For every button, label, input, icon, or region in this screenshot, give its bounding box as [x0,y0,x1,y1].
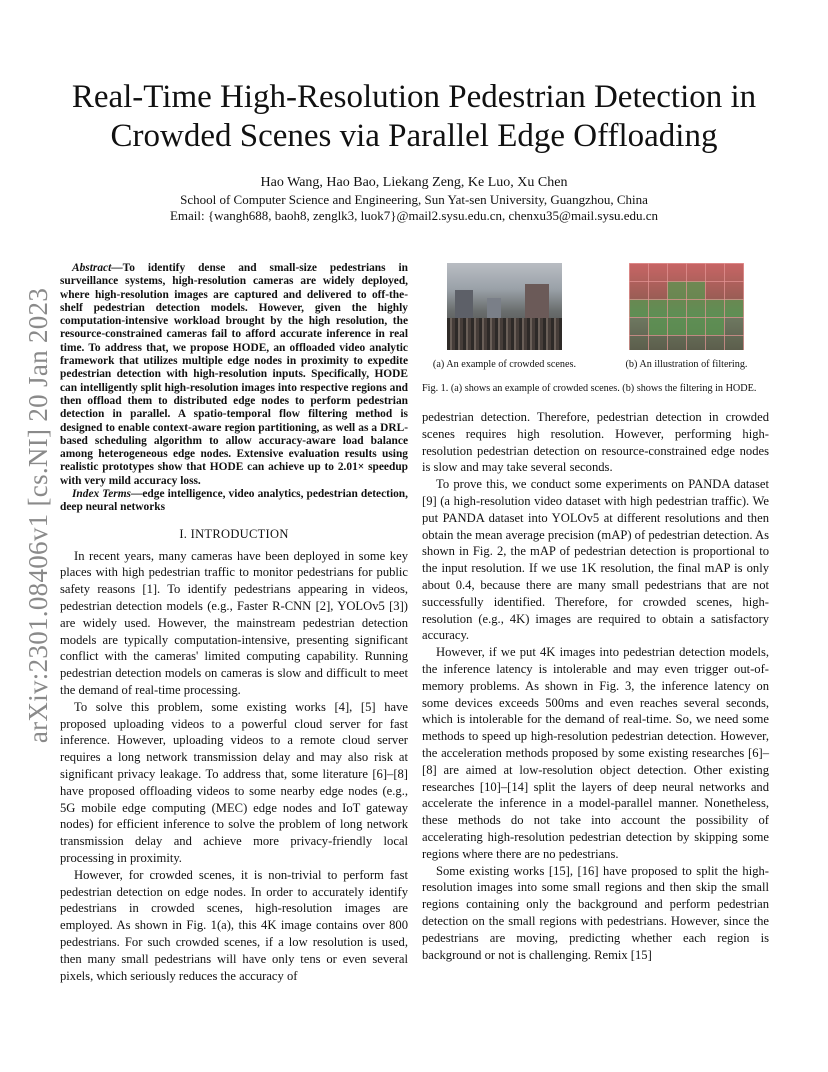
figure-1a [422,262,587,370]
left-column [60,262,408,984]
section-heading-introduction: I. INTRODUCTION [179,526,289,541]
abstract [60,262,408,488]
right-paragraph-3: However, if we put 4K images into pedestrian detection models, the inference latency is intolerable and may even trigger out-of-memory problems. As shown in Fig. 3, the inference latency on some devices exceeds 500ms and even reaches several seconds, which is intolerable for the demand of real-time. So, we need some methods to speed up high-resolution pedestrian detection. However, the acceleration methods proposed by some existing researches [6]–[8] are aimed at low-resolution object detection. Other existing researches [10]–[14] split the layers of deep neural networks and accelerate the inference in a model-parallel manner. Nonetheless, these methods do not take into account the possibility of accelerating high-resolution pedestrian detection by skipping some regions where there are no pedestrians. [422,645,769,861]
right-paragraph-4: Some existing works [15], [16] have proposed to split the high-resolution images into some small regions and then skip the small regions containing only the background and perform pedestrian detection on the small regions with pedestrians. However, since the pedestrians are moving, predicting whether each region is background or not is challenging. Remix [15] [422,863,769,962]
abstract-label: Abstract [72,262,112,274]
figure-1 [422,262,769,370]
figure-1b-caption: (b) An illustration of filtering. [625,359,748,370]
intro-paragraph-2: To solve this problem, some existing works [4], [5] have proposed uploading videos to a powerful cloud server for fast inference. However, uploading videos to a remote cloud server requires a long network transmission delay and may also risk at significant privacy leakage. To address that, some literature [6]–[8] have proposed offloading videos to some nearby edge nodes (e.g., 5G mobile edge computing (MEC) edge nodes and IoT gateway nodes) for efficient inference to solve the problem of long network transmission delay and achieve more privacy-friendly local processing in proximity. [60,699,408,865]
crowded-scene-image [447,263,562,350]
abstract-text: —To identify dense and small-size pedestrians in surveillance systems, high-resolution cameras are widely deployed, where high-resolution images are captured and delivered to off-the-shelf pedestrian detection models. However, given the highly computation-intensive workload brought by the high resolution, the resource-constrained cameras fail to afford accurate inference in real time. To address that, we propose HODE, an offloaded video analytic framework that utilizes multiple edge nodes in proximity to expedite pedestrian detection with high-resolution inputs. Specifically, HODE can intelligently split high-resolution images into respective regions and then offload them to distributed edge nodes to perform pedestrian detection in parallel. A spatio-temporal flow filtering method is designed to enable context-aware region partitioning, as well as a DRL-based scheduling algorithm to allow accuracy-aware load balance among heterogeneous edge nodes. Extensive evaluation results using realistic prototypes show that HODE can achieve up to 2.01× speedup with very mild accuracy loss. [60,262,408,487]
arxiv-stamp: arXiv:2301.08406v1 [cs.NI] 20 Jan 2023 [23,287,54,743]
figure-1a-caption: (a) An example of crowded scenes. [432,359,577,370]
figure-1-caption: Fig. 1. (a) shows an example of crowded scenes. (b) shows the filtering in HODE. [422,383,757,394]
right-paragraph-1: pedestrian detection. Therefore, pedestrian detection in crowded scenes requires high resolution. However, performing high-resolution pedestrian detection on resource-constrained edge nodes is slow and may take several seconds. [422,410,769,475]
right-paragraph-2: To prove this, we conduct some experiments on PANDA dataset [9] (a high-resolution video dataset with high pedestrian traffic). We put PANDA dataset into YOLOv5 at different resolutions and then obtain the mean average precision (mAP) of pedestrian detection. As shown in Fig. 2, the mAP of pedestrian detection is proportional to the input resolution. If we use 1K resolution, the final mAP is only about 0.4, because there are many small pedestrians that are not successfully identified. Therefore, for crowded scenes, high-resolution (e.g., 4K) images are required to obtain a satisfactory accuracy. [422,477,769,643]
index-terms [60,488,408,515]
title-line-2: Crowded Scenes via Parallel Edge Offloading [110,118,718,154]
intro-paragraph-1: In recent years, many cameras have been deployed in some key places with high pedestrian traffic to monitor pedestrians for public safety reasons [1]. To identify pedestrians appearing in videos, pedestrian detection models (e.g., Faster R-CNN [2], YOLOv5 [3]) are widely used. However, the mainstream pedestrian detection models are typically computation-intensive, presenting significant conflict with the cameras' limited computing capability. Running pedestrian detection models on cameras is slow and difficult to meet the demand of real-time processing. [60,548,408,698]
right-column [422,262,769,963]
authors: Hao Wang, Hao Bao, Liekang Zeng, Ke Luo, Xu Chen [260,175,568,190]
figure-1b [604,262,769,370]
title-line-1: Real-Time High-Resolution Pedestrian Detection in [71,79,757,115]
intro-paragraph-3: However, for crowded scenes, it is non-trivial to perform fast pedestrian detection on edge nodes. In order to accurately identify pedestrians in crowded scenes, high-resolution images are employed. As shown in Fig. 1(a), this 4K image contains over 800 pedestrians. For such crowded scenes, if a low resolution is used, then many small pedestrians will have only tens or even several pixels, which seriously reduces the accuracy of [60,867,408,983]
filtering-illustration-image [629,263,744,350]
index-terms-label: Index Terms [72,488,131,501]
index-terms-text: —edge intelligence, video analytics, pedestrian detection, deep neural networks [60,488,408,514]
affiliation: School of Computer Science and Engineering, Sun Yat-sen University, Guangzhou, China [180,192,648,207]
email: Email: {wangh688, baoh8, zenglk3, luok7}@mail2.sysu.edu.cn, chenxu35@mail.sysu.edu.cn [169,208,659,223]
paper-title [40,78,788,156]
